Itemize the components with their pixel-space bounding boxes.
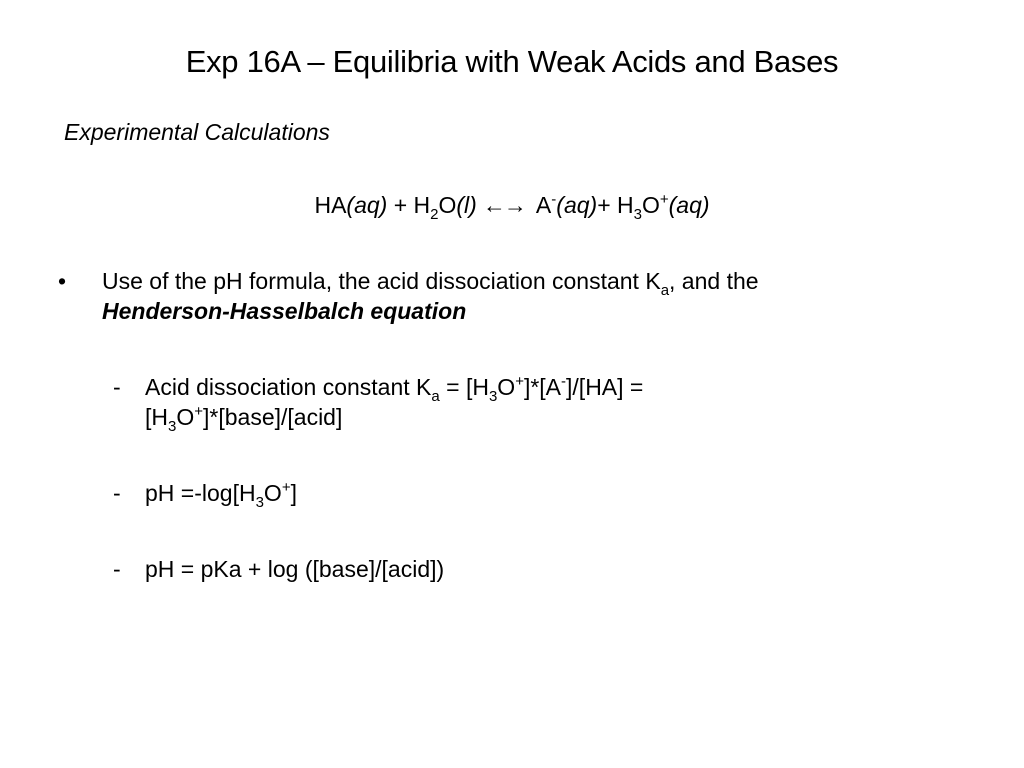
sub-item-ka [113,372,813,435]
eq-plus-h3o: + H [597,192,634,218]
ka-subscript-3b: 3 [168,418,177,435]
eq-h3o-state: (aq) [668,192,710,218]
ka-text-5: ]/[HA] = [566,374,644,400]
sub-item-ph [113,478,813,511]
equilibrium-equation [0,190,1024,223]
ka-text-4: ]*[A [523,374,562,400]
ka-text-1: Acid dissociation constant K [145,374,432,400]
eq-o: O [438,192,457,218]
ka-text-6: [H [145,404,168,430]
sub-item-text [145,372,813,435]
ph-text-2: O [263,480,282,506]
bullet-marker-icon: • [58,268,67,294]
slide-subtitle: Experimental Calculations [64,119,330,145]
dash-marker: - [113,374,121,400]
eq-ha: HA [314,192,347,218]
ka-text-7: O [176,404,195,430]
eq-h3o-superscript: + [659,191,669,208]
bullet-text-after: , and the [669,268,759,294]
ka-superscript-minus: - [561,373,567,390]
ka-text-2: = [H [439,374,489,400]
eq-a-state: (aq) [556,192,598,218]
sub-item-text [145,478,813,511]
ph-superscript-plus: + [281,479,291,496]
eq-h2o-state: (l) [456,192,477,218]
bullet-emphasis: Henderson-Hasselbalch equation [102,298,467,324]
eq-h2o-subscript: 2 [430,206,439,223]
sub-item-text [145,554,813,584]
sub-item-henderson [113,554,813,584]
ka-text-3: O [497,374,516,400]
bullet-item [58,266,948,326]
bullet-text-before: Use of the pH formula, the acid dissociation constant K [102,268,661,294]
ka-text-8: ]*[base]/[acid] [203,404,343,430]
ka-superscript-plus-b: + [194,403,203,420]
eq-ha-state: (aq) [346,192,388,218]
dash-marker: - [113,480,121,506]
ka-subscript-3: 3 [488,388,498,405]
ph-text-3: ] [290,480,297,506]
dash-marker: - [113,556,121,582]
bullet-ka-subscript: a [660,282,670,299]
hh-equation-text: pH = pKa + log ([base]/[acid]) [145,556,445,582]
ka-superscript-plus: + [515,373,524,390]
bullet-text [102,266,948,326]
slide-title: Exp 16A – Equilibria with Weak Acids and Bases [185,44,839,79]
ph-text-1: pH =-log[H [145,480,256,506]
eq-plus-h: + H [387,192,431,218]
ka-subscript-a: a [431,388,440,405]
eq-o2: O [641,192,660,218]
eq-h3o-subscript: 3 [633,206,642,223]
eq-a-superscript: - [551,191,557,208]
equilibrium-arrows-icon: ←→ [482,192,525,218]
ph-subscript-3: 3 [255,494,264,511]
eq-a: A [530,192,552,218]
